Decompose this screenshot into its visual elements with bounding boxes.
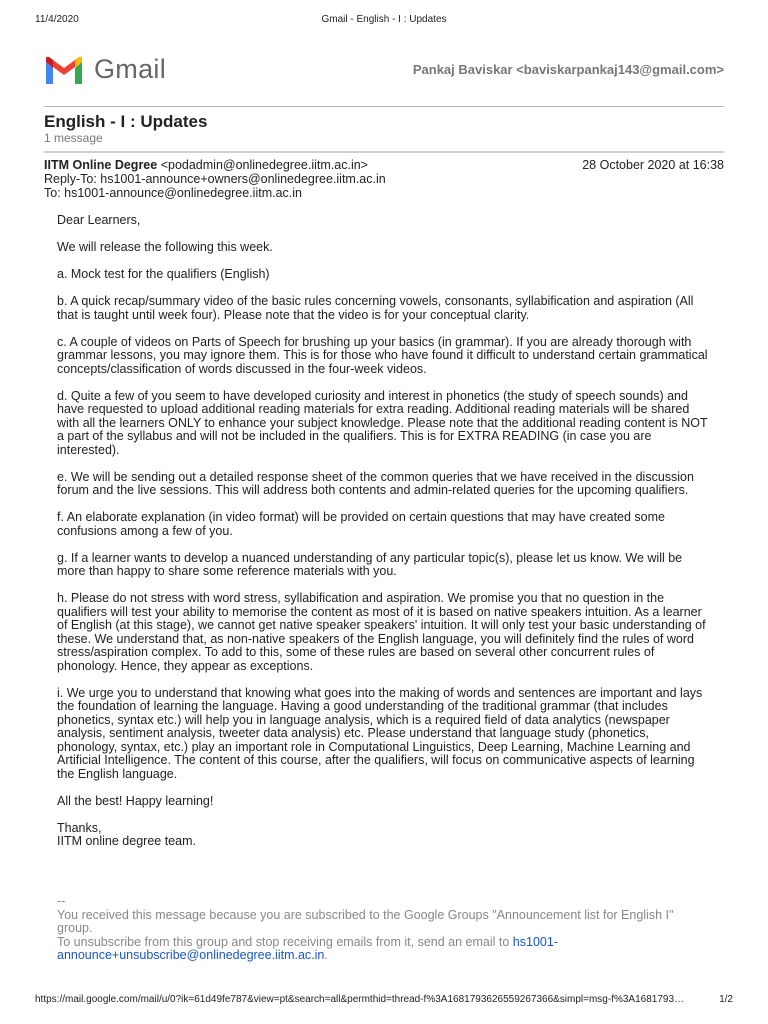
body-paragraph: e. We will be sending out a detailed response sheet of the common queries that we have received in the discussion forum and the live sessions. This will address both contents and admin-related queries for the upcoming qualifiers. (57, 469, 694, 497)
gmail-header (44, 52, 724, 92)
body-paragraph: All the best! Happy learning! (57, 793, 214, 808)
signoff: Thanks, (57, 820, 102, 835)
group-footer (57, 895, 712, 963)
body-paragraph: i. We urge you to understand that knowing what goes into the making of words and sentences are important and lays the foundation of learning the language. Having a good understanding of the traditional grammar (that includes phonetics, syntax etc.) will help you in language analysis, which is a required field of data analytics (newspaper analysis, sentiment analysis, tweeter data analysis) etc. Please understand that language study (phonetics, phonology, syntax, etc.) play an important role in Computational Linguistics, Deep Learning, Machine Learning and Artificial Intelligence. The content of this course, after the qualifiers, will focus on communicative aspects of learning the English language. (57, 685, 703, 781)
unsubscribe-period: . (324, 948, 328, 962)
message-count: 1 message (44, 131, 103, 145)
body-paragraph: f. An elaborate explanation (in video format) will be provided on certain questions that may have created some confusions among a few of you. (57, 510, 665, 538)
print-date: 11/4/2020 (35, 14, 79, 25)
print-url: https://mail.google.com/mail/u/0?ik=61d49fe787&view=pt&search=all&permthid=thread-f%3A1681793626559267366&simpl=msg-f%3A1681793… (35, 994, 685, 1005)
body-paragraph: a. Mock test for the qualifiers (English) (57, 267, 270, 281)
body-paragraph: Dear Learners, (57, 213, 141, 227)
subject-divider (44, 151, 724, 153)
body-paragraph: d. Quite a few of you seem to have developed curiosity and interest in phonetics (the study of speech sounds) and have requested to upload additional reading materials for extra reading. Additional reading materials will be shared with all the learners ONLY to enhance your subject knowledge. Please note that the additional reading content is NOT a part of the syllabus and will not be included in the qualifiers. This is for EXTRA READING (in case you are interested). (57, 388, 708, 457)
message-header (44, 158, 724, 200)
message-date: 28 October 2020 at 16:38 (582, 158, 724, 172)
message-body (57, 214, 712, 849)
print-footer (35, 994, 733, 1008)
unsubscribe-note (57, 936, 712, 963)
gmail-logo-icon (44, 56, 84, 86)
print-header (35, 14, 733, 28)
page-number: 1/2 (719, 994, 733, 1005)
gmail-logo-text: Gmail (94, 54, 167, 84)
body-paragraph: b. A quick recap/summary video of the basic rules concerning vowels, consonants, syllabification and aspiration (All that is taught until week four). Please note that the video is for your conceptual clarity. (57, 294, 694, 322)
sender-name: IITM Online Degree (44, 158, 158, 172)
account-label: Pankaj Baviskar <baviskarpankaj143@gmail.com> (412, 62, 724, 77)
print-title: Gmail - English - I : Updates (321, 14, 447, 25)
body-paragraph: g. If a learner wants to develop a nuanced understanding of any particular topic(s), please let us know. We will be more than happy to share some reference materials with you. (57, 550, 683, 578)
thread-subject: English - I : Updates (44, 112, 208, 131)
to-line: To: hs1001-announce@onlinedegree.iitm.ac.in (44, 186, 302, 200)
body-paragraph: c. A couple of videos on Parts of Speech for brushing up your basics (in grammar). If you are already thorough with grammar lessons, you may ignore them. This is for those who have found it difficult to understand certain grammatical concepts/classification of words discussed in the four-week videos. (57, 334, 708, 376)
body-paragraph: We will release the following this week. (57, 240, 273, 254)
body-paragraph: h. Please do not stress with word stress, syllabification and aspiration. We promise you that no question in the qualifiers will test your ability to memorise the content as most of it is based on native speakers intuition. As a learner of English (at this stage), we cannot get native speaker speakers' intuition. It will only test your basic understanding of these. We understand that, as non-native speakers of the English language, you will definitely find the rules of word stress/aspiration complex. To add to this, some of these rules are based on several other concurrent rules of phonology. Hence, they appear as exceptions. (57, 591, 706, 673)
header-divider (44, 106, 724, 107)
sender-email: <podadmin@onlinedegree.iitm.ac.in> (160, 158, 368, 172)
unsubscribe-text: To unsubscribe from this group and stop receiving emails from it, send an email to (57, 934, 510, 949)
reply-to-line: Reply-To: hs1001-announce+owners@onlinedegree.iitm.ac.in (44, 172, 386, 186)
subscription-note: You received this message because you are subscribed to the Google Groups "Announcement list for English I" group. (57, 907, 674, 935)
footer-separator: -- (57, 894, 66, 908)
signature: IITM online degree team. (57, 834, 196, 848)
unsubscribe-email-link[interactable]: hs1001-announce+unsubscribe@onlinedegree.iitm.ac.in (57, 934, 558, 962)
